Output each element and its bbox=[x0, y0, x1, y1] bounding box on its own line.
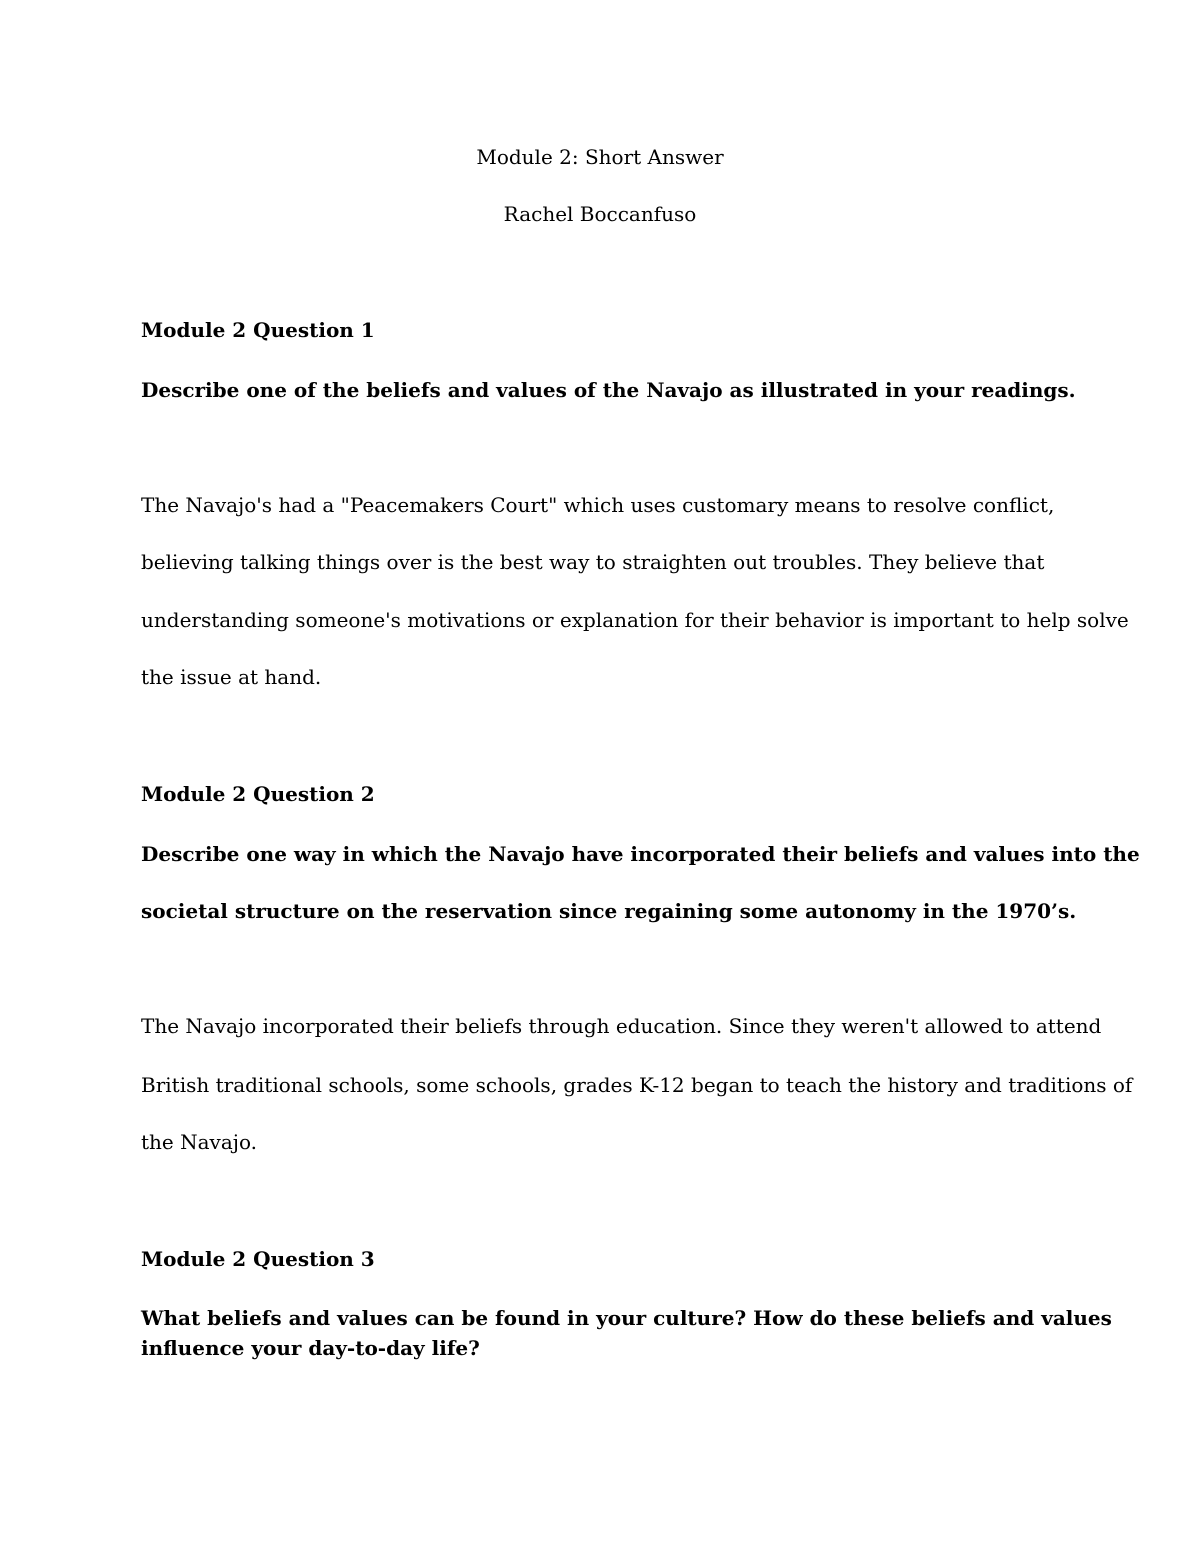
question-1-prompt: Describe one of the beliefs and values of the Navajo as illustrated in your readings. bbox=[141, 378, 1076, 402]
question-1-answer-line: the issue at hand. bbox=[141, 665, 322, 689]
author-name: Rachel Boccanfuso bbox=[503, 202, 697, 226]
question-2-answer-line: British traditional schools, some schools, grades K-12 began to teach the history and traditions of bbox=[141, 1073, 1133, 1097]
question-1-answer-line: The Navajo's had a "Peacemakers Court" which uses customary means to resolve conflict, bbox=[141, 493, 1055, 517]
question-3-heading: Module 2 Question 3 bbox=[141, 1247, 375, 1271]
question-1-heading: Module 2 Question 1 bbox=[141, 318, 375, 342]
document-title: Module 2: Short Answer bbox=[476, 145, 724, 169]
question-2-prompt-line: societal structure on the reservation since regaining some autonomy in the 1970’s. bbox=[141, 899, 1077, 923]
question-2-answer-line: The Navajo incorporated their beliefs through education. Since they weren't allowed to attend bbox=[141, 1014, 1102, 1038]
question-1-answer-line: believing talking things over is the best way to straighten out troubles. They believe that bbox=[141, 550, 1045, 574]
question-3-prompt-line: influence your day-to-day life? bbox=[141, 1336, 480, 1360]
question-2-answer-line: the Navajo. bbox=[141, 1130, 258, 1154]
question-1-answer-line: understanding someone's motivations or explanation for their behavior is important to help solve bbox=[141, 608, 1129, 632]
question-2-prompt-line: Describe one way in which the Navajo have incorporated their beliefs and values into the bbox=[141, 842, 1140, 866]
question-3-prompt-line: What beliefs and values can be found in your culture? How do these beliefs and values bbox=[141, 1306, 1112, 1330]
question-2-heading: Module 2 Question 2 bbox=[141, 782, 375, 806]
